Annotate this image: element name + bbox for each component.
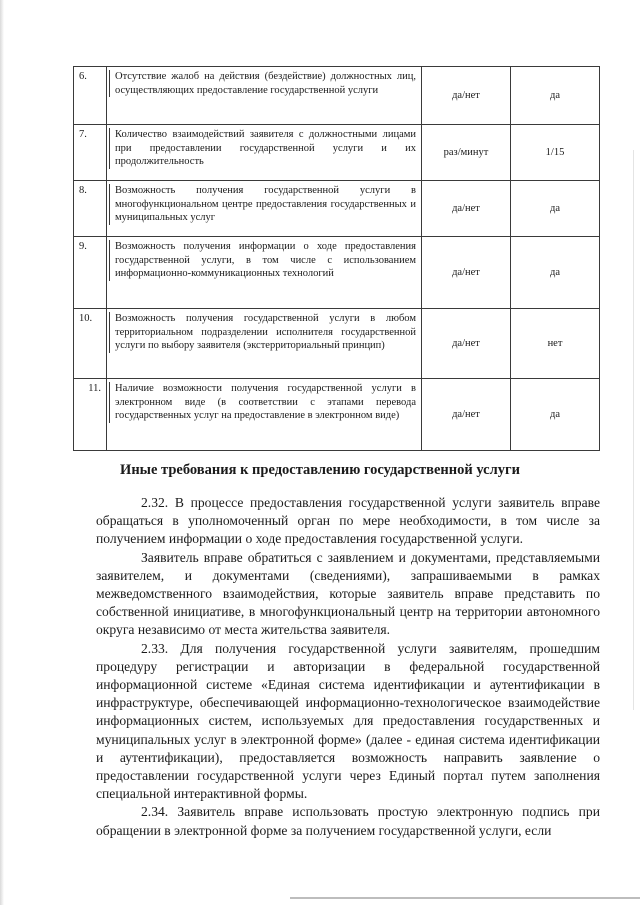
row-number: 11. [74, 379, 107, 451]
section-title: Иные требования к предоставлению государственной услуги [120, 462, 520, 478]
paragraph: Заявитель вправе обратиться с заявлением и документами, представляемыми заявителем, и документами (сведениями), запрашиваемыми в рамках межведомственного взаимодействия, которые заявитель вправе представить по собственной инициативе, в многофункциональный центр на территории автономного округа независимо от места жительства заявителя. [96, 549, 600, 638]
row-number: 6. [74, 67, 107, 125]
indicator-unit: да/нет [422, 309, 511, 379]
table-row [74, 379, 600, 451]
indicator-unit: да/нет [422, 237, 511, 309]
row-number: 9. [74, 237, 107, 309]
indicator-description: Количество взаимодействий заявителя с должностными лицами при предоставлении государственной услуги и их продолжительность [107, 125, 422, 181]
paragraph: 2.33. Для получения государственной услуги заявителям, прошедшим процедуру регистрации и авторизации в федеральной государственной информационной системе «Единая система идентификации и аутентификации в инфраструктуре, обеспечивающей информационно-технологическое взаимодействие информационных систем, используемых для предоставления государственных и муниципальных услуг в электронной форме» (далее - единая система идентификации и аутентификации), предоставляется возможность направить заявление о предоставлении государственной услуги через Единый портал путем заполнения специальной интерактивной формы. [96, 640, 600, 802]
paragraph: 2.32. В процессе предоставления государственной услуги заявитель вправе обращаться в уполномоченный орган по мере необходимости, в том числе за получением информации о ходе предоставления государственной услуги. [96, 495, 600, 547]
indicator-description: Возможность получения государственной услуги в многофункциональном центре предоставления государственных и муниципальных услуг [107, 181, 422, 237]
indicator-value: 1/15 [511, 125, 600, 181]
document-body [96, 494, 600, 840]
indicator-description: Возможность получения государственной услуги в любом территориальном подразделении исполнителя государственной услуги по выбору заявителя (экстерриториальный принцип) [107, 309, 422, 379]
table-row [74, 125, 600, 181]
indicator-unit: раз/минут [422, 125, 511, 181]
indicator-unit: да/нет [422, 181, 511, 237]
scan-edge [290, 897, 640, 899]
paragraph: 2.34. Заявитель вправе использовать простую электронную подпись при обращении в электронной форме за получением государственной услуги, если [96, 804, 600, 838]
row-number: 8. [74, 181, 107, 237]
indicator-value: да [511, 379, 600, 451]
indicator-description: Наличие возможности получения государственной услуги в электронном виде (в соответствии с этапами перевода государственных услуг на предоставление в электронном виде) [107, 379, 422, 451]
indicator-value: да [511, 237, 600, 309]
indicator-description: Возможность получения информации о ходе предоставления государственной услуги, в том числе с использованием информационно-коммуникационных технологий [107, 237, 422, 309]
table-row [74, 67, 600, 125]
table-row [74, 237, 600, 309]
table-row [74, 181, 600, 237]
indicator-description: Отсутствие жалоб на действия (бездействие) должностных лиц, осуществляющих предоставление государственной услуги [107, 67, 422, 125]
indicator-unit: да/нет [422, 379, 511, 451]
row-number: 10. [74, 309, 107, 379]
row-number: 7. [74, 125, 107, 181]
scan-edge [0, 0, 4, 905]
indicator-value: нет [511, 309, 600, 379]
indicator-unit: да/нет [422, 67, 511, 125]
scan-edge [633, 150, 634, 710]
indicator-value: да [511, 181, 600, 237]
table-row [74, 309, 600, 379]
indicator-value: да [511, 67, 600, 125]
performance-indicators-table [73, 66, 600, 451]
